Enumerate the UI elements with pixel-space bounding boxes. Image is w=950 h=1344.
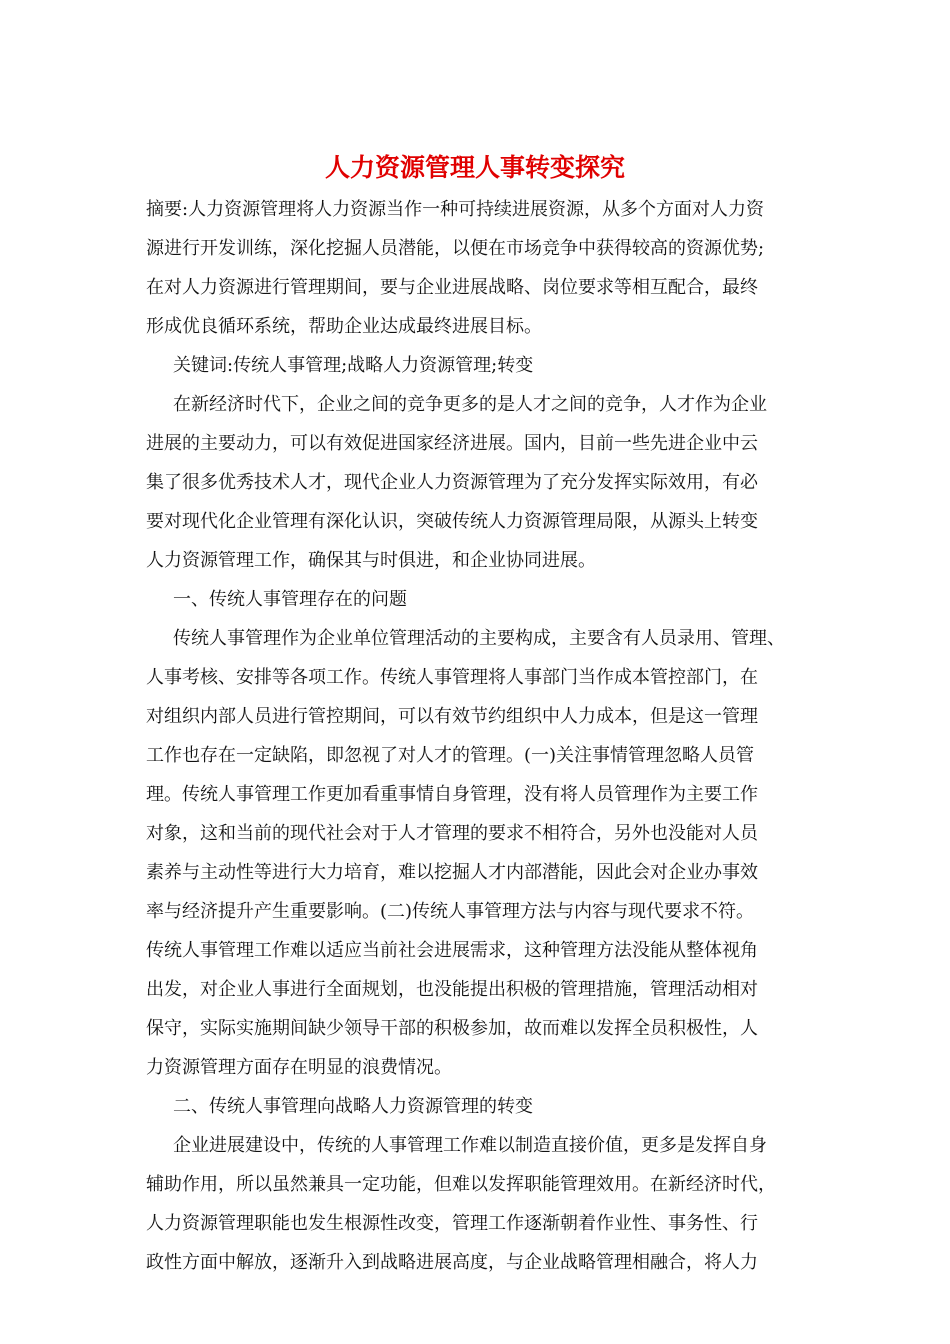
text-line: 一、传统人事管理存在的问题 [173, 589, 407, 610]
text-line: 企业进展建设中，传统的人事管理工作难以制造直接价值，更多是发挥自身 [173, 1135, 767, 1156]
text-line: 关键词:传统人事管理;战略人力资源管理;转变 [173, 355, 534, 376]
document-body [146, 190, 806, 1282]
text-line: 摘要:人力资源管理将人力资源当作一种可持续进展资源，从多个方面对人力资 [146, 199, 765, 220]
text-line: 工作也存在一定缺陷，即忽视了对人才的管理。(一)关注事情管理忽略人员管 [146, 745, 755, 766]
text-line: 在对人力资源进行管理期间，要与企业进展战略、岗位要求等相互配合，最终 [146, 277, 758, 298]
text-line: 理。传统人事管理工作更加看重事情自身管理，没有将人员管理作为主要工作 [146, 784, 758, 805]
text-line: 人力资源管理职能也发生根源性改变，管理工作逐渐朝着作业性、事务性、行 [146, 1213, 758, 1234]
text-line: 素养与主动性等进行大力培育，难以挖掘人才内部潜能，因此会对企业办事效 [146, 862, 758, 883]
text-line: 率与经济提升产生重要影响。(二)传统人事管理方法与内容与现代要求不符。 [146, 901, 755, 922]
text-line: 出发，对企业人事进行全面规划，也没能提出积极的管理措施，管理活动相对 [146, 979, 758, 1000]
text-line: 政性方面中解放，逐渐升入到战略进展高度，与企业战略管理相融合，将人力 [146, 1252, 758, 1273]
text-line: 要对现代化企业管理有深化认识，突破传统人力资源管理局限，从源头上转变 [146, 511, 758, 532]
text-line: 对象，这和当前的现代社会对于人才管理的要求不相符合，另外也没能对人员 [146, 823, 758, 844]
text-line: 传统人事管理工作难以适应当前社会进展需求，这种管理方法没能从整体视角 [146, 940, 758, 961]
text-line: 集了很多优秀技术人才，现代企业人力资源管理为了充分发挥实际效用，有必 [146, 472, 758, 493]
text-line: 形成优良循环系统，帮助企业达成最终进展目标。 [146, 316, 542, 337]
text-line: 二、传统人事管理向战略人力资源管理的转变 [173, 1096, 533, 1117]
text-line: 对组织内部人员进行管控期间，可以有效节约组织中人力成本，但是这一管理 [146, 706, 758, 727]
text-line: 保守，实际实施期间缺少领导干部的积极参加，故而难以发挥全员积极性，人 [146, 1018, 758, 1039]
document-title: 人力资源管理人事转变探究 [324, 153, 625, 182]
text-line: 人事考核、安排等各项工作。传统人事管理将人事部门当作成本管控部门，在 [146, 667, 758, 688]
text-line: 辅助作用，所以虽然兼具一定功能，但难以发挥职能管理效用。在新经济时代， [146, 1174, 776, 1195]
text-line: 在新经济时代下，企业之间的竞争更多的是人才之间的竞争，人才作为企业 [173, 394, 767, 415]
text-line: 源进行开发训练，深化挖掘人员潜能，以便在市场竞争中获得较高的资源优势; [146, 238, 765, 259]
text-line: 传统人事管理作为企业单位管理活动的主要构成，主要含有人员录用、管理、 [173, 628, 785, 649]
text-line: 人力资源管理工作，确保其与时俱进，和企业协同进展。 [146, 550, 596, 571]
text-line: 力资源管理方面存在明显的浪费情况。 [146, 1057, 452, 1078]
text-line: 进展的主要动力，可以有效促进国家经济进展。国内，目前一些先进企业中云 [146, 433, 758, 454]
